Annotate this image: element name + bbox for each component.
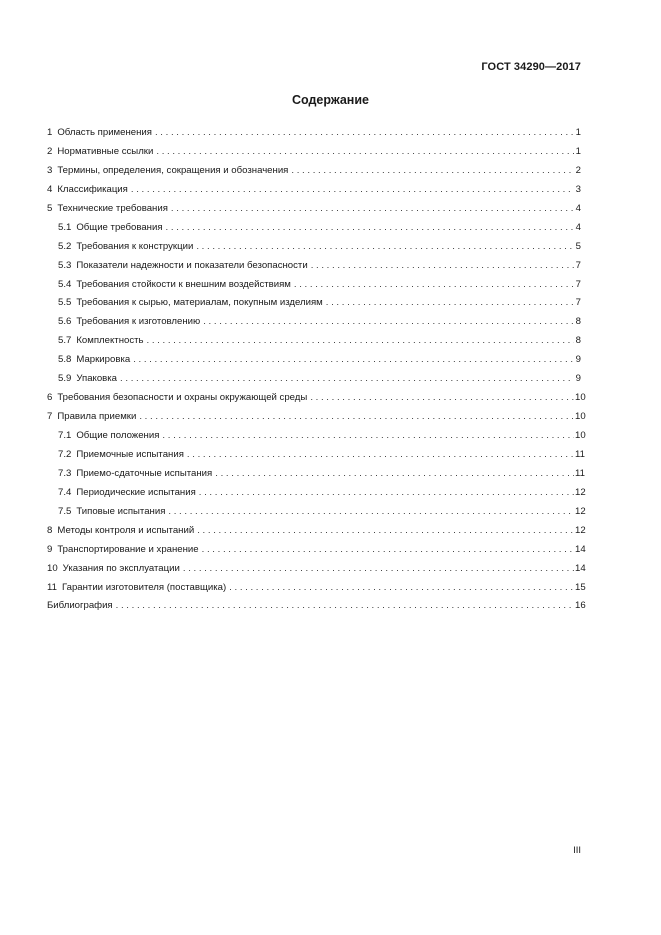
toc-entry-title: Классификация [57,183,128,195]
toc-entry-number: 4 [47,183,53,195]
dot-leader [310,389,574,408]
toc-entry-title: Требования к конструкции [76,240,194,252]
toc-entry-page: 14 [575,562,586,574]
toc-entry[interactable] [47,427,586,446]
dot-leader [183,560,574,579]
toc-entry-title: Правила приемки [57,411,137,423]
toc-entry-page: 8 [575,335,581,347]
toc-entry-page: 2 [575,164,581,176]
toc-entry-title: Технические требования [57,202,168,214]
dot-leader [120,370,574,389]
toc-entry-title: Транспортирование и хранение [57,543,199,555]
toc-entry-number: 5.5 [58,297,72,309]
table-of-contents [47,124,586,616]
dot-leader [131,181,574,200]
toc-entry[interactable] [47,351,581,370]
toc-entry-page: 15 [575,581,586,593]
toc-entry-page: 14 [575,543,586,555]
toc-entry[interactable] [47,408,586,427]
toc-entry[interactable] [47,219,581,238]
toc-entry-page: 12 [575,524,586,536]
toc-entry[interactable] [47,313,581,332]
toc-entry-page: 12 [575,486,586,498]
toc-entry-page: 10 [575,411,586,423]
toc-entry-page: 7 [575,259,581,271]
toc-entry-number: 5 [47,202,53,214]
toc-entry-page: 10 [575,430,586,441]
dot-leader [116,597,574,616]
toc-entry-page: 8 [575,316,581,328]
toc-entry-page: 1 [575,127,581,138]
toc-entry-page: 7 [575,278,581,290]
toc-entry[interactable] [47,143,581,162]
toc-entry-title: Общие положения [76,430,160,441]
toc-entry-title: Упаковка [76,373,118,385]
dot-leader [156,143,574,162]
toc-entry-number: 1 [47,127,53,138]
toc-entry-title: Методы контроля и испытаний [57,524,195,536]
dot-leader [326,294,574,313]
dot-leader [215,465,574,484]
toc-entry-title: Требования стойкости к внешним воздействиям [76,278,291,290]
toc-entry[interactable] [47,389,586,408]
toc-entry-number: 3 [47,164,53,176]
toc-entry-page: 4 [575,202,581,214]
toc-entry-title: Требования безопасности и охраны окружающей среды [57,392,308,404]
toc-entry[interactable] [47,181,581,200]
dot-leader [311,257,574,276]
toc-entry-number: 5.6 [58,316,72,328]
toc-entry-number: 2 [47,145,53,157]
toc-entry[interactable] [47,560,586,579]
dot-leader [168,503,574,522]
toc-entry[interactable] [47,257,581,276]
dot-leader [294,276,574,295]
toc-entry[interactable] [47,579,586,598]
toc-entry-page: 12 [575,505,586,517]
toc-entry-number: 7.3 [58,467,72,479]
dot-leader [171,200,574,219]
toc-entry-page: 4 [575,221,581,233]
dot-leader [229,579,574,598]
dot-leader [291,162,574,181]
dot-leader [139,408,574,427]
toc-entry[interactable] [47,276,581,295]
toc-entry[interactable] [47,503,586,522]
toc-entry[interactable] [47,238,581,257]
dot-leader [155,124,574,143]
toc-entry[interactable] [47,332,581,351]
standard-designation: ГОСТ 34290—2017 [481,61,581,73]
toc-entry-page: 1 [575,145,581,157]
toc-entry-title: Периодические испытания [76,486,196,498]
dot-leader [162,427,574,446]
toc-entry-title: Комплектность [76,335,144,347]
toc-entry-number: 5.4 [58,278,72,290]
dot-leader [187,446,574,465]
dot-leader [199,484,574,503]
toc-entry-number: 5.7 [58,335,72,347]
toc-entry[interactable] [47,597,586,616]
toc-entry-page: 16 [575,600,586,612]
toc-entry-page: 5 [575,240,581,252]
dot-leader [202,541,574,560]
toc-entry-title: Требования к сырью, материалам, покупным изделиям [76,297,323,309]
toc-entry[interactable] [47,370,581,389]
toc-entry[interactable] [47,465,585,484]
toc-entry-title: Приемо-сдаточные испытания [76,467,213,479]
toc-entry[interactable] [47,522,586,541]
toc-entry[interactable] [47,484,586,503]
toc-entry-title: Указания по эксплуатации [62,562,180,574]
toc-entry-number: 5.9 [58,373,72,385]
toc-entry-number: 5.8 [58,354,72,366]
toc-entry-page: 7 [575,297,581,309]
toc-entry-title: Приемочные испытания [76,448,184,460]
toc-entry-title: Показатели надежности и показатели безопасности [76,259,308,271]
page-number: III [573,845,581,856]
toc-entry-number: 5.2 [58,240,72,252]
dot-leader [203,313,574,332]
toc-entry-number: 7.1 [58,430,72,441]
toc-entry[interactable] [47,541,586,560]
toc-entry-number: 8 [47,524,53,536]
toc-entry-page: 11 [575,467,585,479]
toc-entry-title: Общие требования [76,221,163,233]
toc-entry[interactable] [47,124,581,143]
toc-entry-title: Термины, определения, сокращения и обозначения [57,164,289,176]
toc-entry-page: 3 [575,183,581,195]
toc-entry-title: Библиография [47,600,113,612]
toc-entry[interactable] [47,446,585,465]
page-title: Содержание [291,93,369,107]
toc-entry-title: Типовые испытания [76,505,166,517]
toc-entry-number: 5.3 [58,259,72,271]
toc-entry-number: 7.5 [58,505,72,517]
toc-entry-page: 9 [575,373,581,385]
toc-entry-title: Гарантии изготовителя (поставщика) [61,581,227,593]
dot-leader [147,332,574,351]
toc-entry[interactable] [47,294,581,313]
dot-leader [133,351,574,370]
toc-entry-title: Нормативные ссылки [57,145,154,157]
dot-leader [166,219,574,238]
toc-entry-page: 11 [575,448,585,460]
toc-entry[interactable] [47,200,581,219]
toc-entry[interactable] [47,162,581,181]
toc-entry-number: 6 [47,392,53,404]
toc-entry-number: 11 [47,581,57,593]
toc-entry-number: 5.1 [58,221,72,233]
dot-leader [196,238,574,257]
toc-entry-number: 9 [47,543,53,555]
toc-entry-number: 7.4 [58,486,72,498]
toc-entry-title: Требования к изготовлению [76,316,201,328]
toc-entry-number: 7.2 [58,448,72,460]
dot-leader [197,522,574,541]
toc-entry-title: Область применения [57,127,152,138]
toc-entry-page: 9 [575,354,581,366]
toc-entry-title: Маркировка [76,354,131,366]
toc-entry-number: 7 [47,411,53,423]
toc-entry-number: 10 [47,562,58,574]
toc-entry-page: 10 [575,392,586,404]
